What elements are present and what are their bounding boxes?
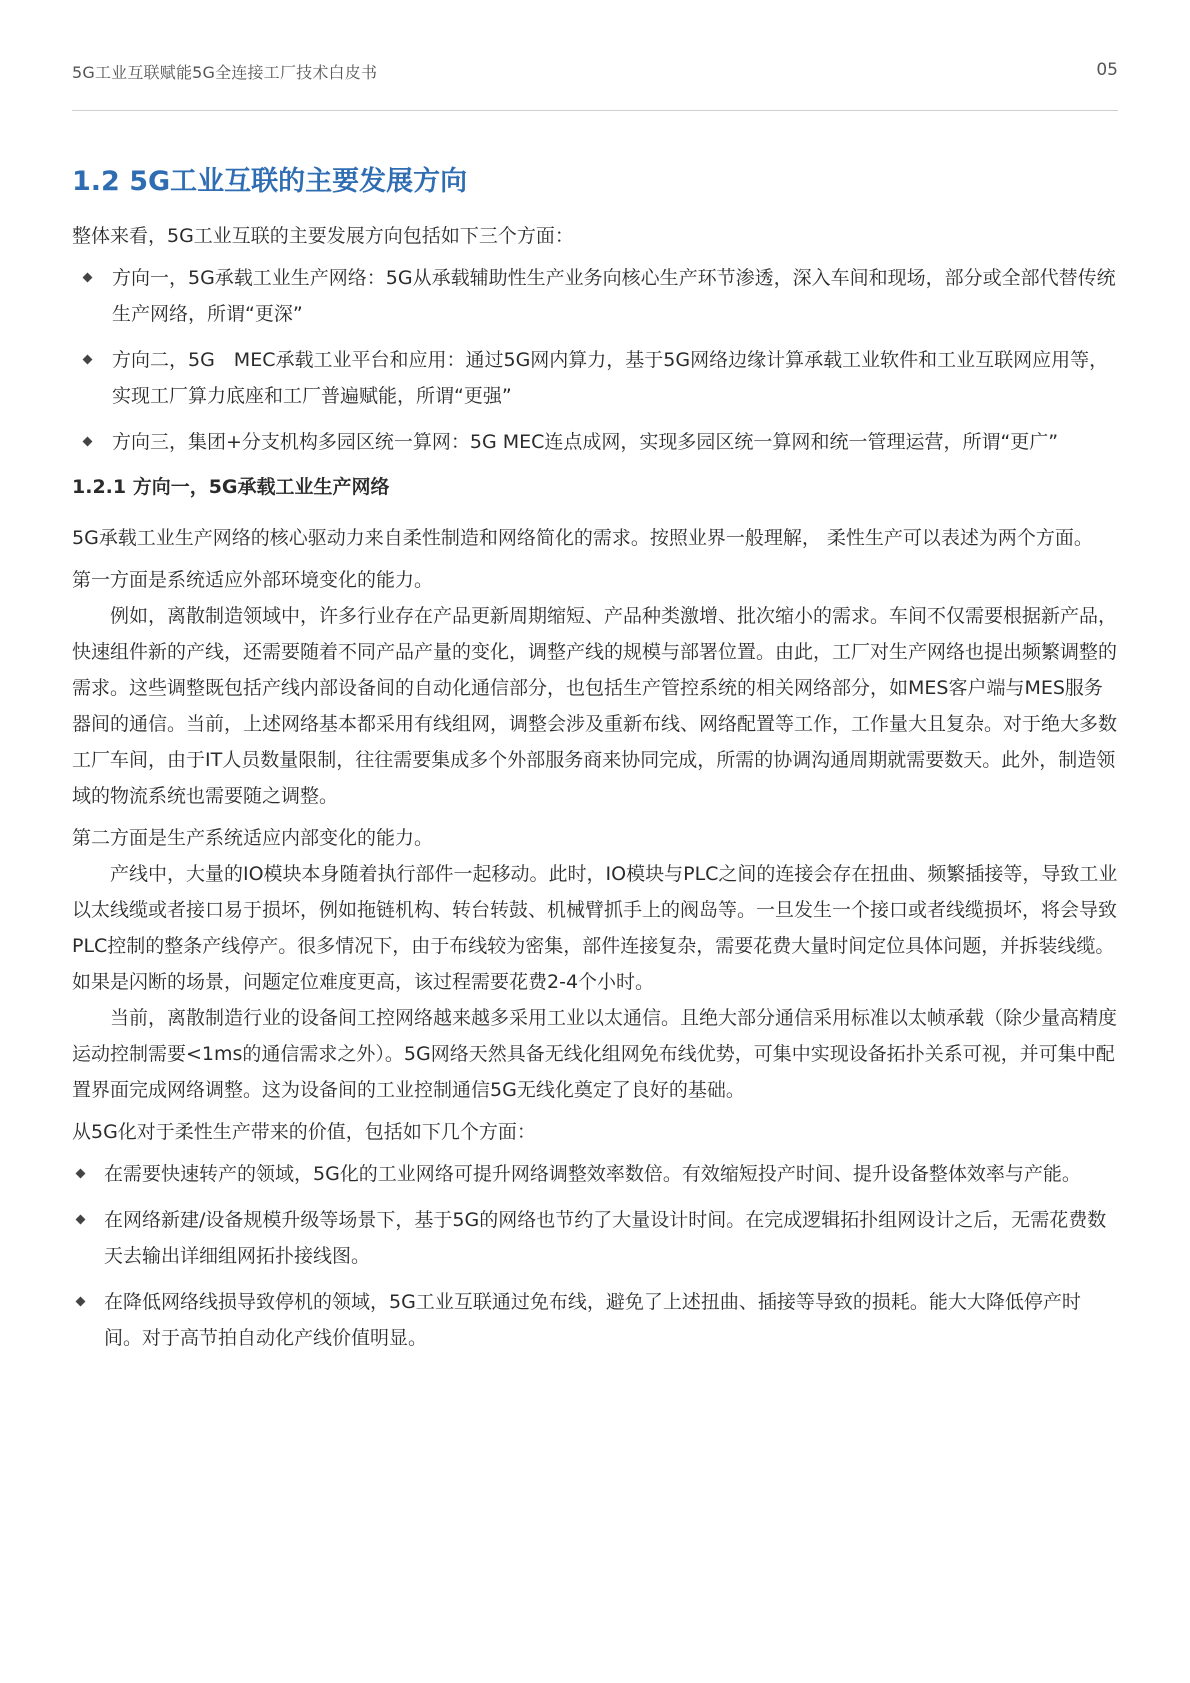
value-text: 在需要快速转产的领域，5G化的工业网络可提升网络调整效率数倍。有效缩短投产时间、提升设备整体效率与产能。 bbox=[104, 1163, 1081, 1185]
page-header bbox=[72, 58, 1118, 111]
list-item bbox=[72, 342, 1118, 414]
diamond-bullet-icon bbox=[83, 355, 93, 365]
aspect2-body-2: 当前，离散制造行业的设备间工控网络越来越多采用工业以太通信。且绝大部分通信采用标准以太帧承载（除少量高精度运动控制需要<1ms的通信需求之外）。5G网络天然具备无线化组网免布线优势，可集中实现设备拓扑关系可视，并可集中配置界面完成网络调整。这为设备间的工业控制通信5G无线化奠定了良好的基础。 bbox=[72, 1007, 1118, 1101]
aspect2-body-1: 产线中，大量的IO模块本身随着执行部件一起移动。此时，IO模块与PLC之间的连接会存在扭曲、频繁插接等，导致工业以太线缆或者接口易于损坏，例如拖链机构、转台转鼓、机械臂抓手上的阀岛等。一旦发生一个接口或者线缆损坏，将会导致PLC控制的整条产线停产。很多情况下，由于布线较为密集，部件连接复杂，需要花费大量时间定位具体问题，并拆装线缆。如果是闪断的场景，问题定位难度更高，该过程需要花费2-4个小时。 bbox=[72, 863, 1118, 993]
values-list bbox=[72, 1156, 1118, 1356]
aspect1-title: 第一方面是系统适应外部环境变化的能力。 bbox=[72, 569, 434, 591]
section-intro: 整体来看，5G工业互联的主要发展方向包括如下三个方面： bbox=[72, 225, 574, 247]
diamond-bullet-icon bbox=[83, 273, 93, 283]
section-heading: 1.2 5G工业互联的主要发展方向 bbox=[72, 166, 468, 197]
document-title: 5G工业互联赋能5G全连接工厂技术白皮书 bbox=[72, 63, 378, 82]
list-item bbox=[72, 1202, 1118, 1274]
list-item bbox=[72, 260, 1118, 332]
subsection-heading: 1.2.1 方向一，5G承载工业生产网络 bbox=[72, 476, 390, 498]
list-item bbox=[72, 1284, 1118, 1356]
value-intro: 从5G化对于柔性生产带来的价值，包括如下几个方面： bbox=[72, 1121, 536, 1143]
direction-text: 方向一，5G承载工业生产网络：5G从承载辅助性生产业务向核心生产环节渗透，深入车间和现场，部分或全部代替传统生产网络，所谓“更深” bbox=[112, 267, 1116, 325]
aspect2-title: 第二方面是生产系统适应内部变化的能力。 bbox=[72, 827, 434, 849]
value-text: 在网络新建/设备规模升级等场景下，基于5G的网络也节约了大量设计时间。在完成逻辑拓扑组网设计之后，无需花费数天去输出详细组网拓扑接线图。 bbox=[104, 1209, 1107, 1267]
list-item bbox=[72, 424, 1118, 460]
direction-text: 方向三，集团+分支机构多园区统一算网：5G MEC连点成网，实现多园区统一算网和统一管理运营，所谓“更广” bbox=[112, 431, 1059, 453]
aspect1-body: 例如，离散制造领域中，许多行业存在产品更新周期缩短、产品种类激增、批次缩小的需求。车间不仅需要根据新产品，快速组件新的产线，还需要随着不同产品产量的变化，调整产线的规模与部署位置。由此，工厂对生产网络也提出频繁调整的需求。这些调整既包括产线内部设备间的自动化通信部分，也包括生产管控系统的相关网络部分，如MES客户端与MES服务器间的通信。当前，上述网络基本都采用有线组网，调整会涉及重新布线、网络配置等工作，工作量大且复杂。对于绝大多数工厂车间，由于IT人员数量限制，往往需要集成多个外部服务商来协同完成，所需的协调沟通周期就需要数天。此外，制造领域的物流系统也需要随之调整。 bbox=[72, 605, 1118, 807]
subsection-intro: 5G承载工业生产网络的核心驱动力来自柔性制造和网络简化的需求。按照业界一般理解， 柔性生产可以表述为两个方面。 bbox=[72, 527, 1093, 549]
diamond-bullet-icon bbox=[76, 1297, 86, 1307]
value-text: 在降低网络线损导致停机的领域，5G工业互联通过免布线，避免了上述扭曲、插接等导致的损耗。能大大降低停产时间。对于高节拍自动化产线价值明显。 bbox=[104, 1291, 1081, 1349]
directions-list bbox=[72, 260, 1118, 460]
diamond-bullet-icon bbox=[83, 437, 93, 447]
page-number: 05 bbox=[1096, 60, 1118, 80]
diamond-bullet-icon bbox=[76, 1169, 86, 1179]
list-item bbox=[72, 1156, 1118, 1192]
diamond-bullet-icon bbox=[76, 1215, 86, 1225]
page-content bbox=[72, 164, 1118, 1368]
direction-text: 方向二，5G MEC承载工业平台和应用：通过5G网内算力，基于5G网络边缘计算承载工业软件和工业互联网应用等，实现工厂算力底座和工厂普遍赋能，所谓“更强” bbox=[112, 349, 1109, 407]
